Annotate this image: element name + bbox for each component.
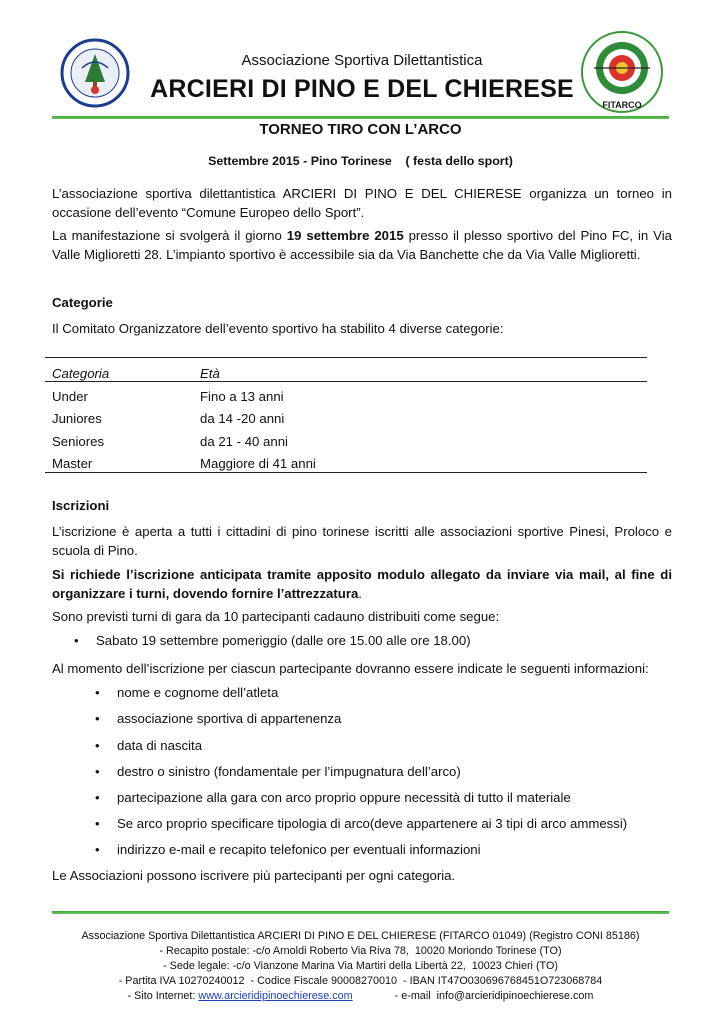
table-cell-eta: da 14 -20 anni xyxy=(200,411,285,426)
turni-paragraph: Sono previsti turni di gara da 10 partecipanti cadauno distribuiti come segue: xyxy=(52,609,500,624)
header-subtitle: Associazione Sportiva Dilettantistica xyxy=(241,52,483,69)
document-subtitle: Settembre 2015 - Pino Torinese ( festa dello sport) xyxy=(208,154,513,168)
categorie-heading: Categorie xyxy=(52,295,113,310)
table-cell-categoria: Juniores xyxy=(52,411,102,426)
iscrizioni-bold-paragraph xyxy=(52,565,672,603)
bullet-icon: • xyxy=(74,633,79,648)
table-header-rule xyxy=(45,381,647,382)
list-item-text: indirizzo e-mail e recapito telefonico per eventuali informazioni xyxy=(117,842,481,857)
bullet-icon: • xyxy=(95,764,100,779)
table-cell-categoria: Master xyxy=(52,456,93,471)
list-item-text: Sabato 19 settembre pomeriggio (dalle ore 15.00 alle ore 18.00) xyxy=(96,633,471,648)
iscrizioni-bold-end: . xyxy=(358,586,362,601)
iscrizioni-paragraph: L’iscrizione è aperta a tutti i cittadini di pino torinese iscritti alle associazioni sportive Pinesi, Proloco e scuola di Pino. xyxy=(52,524,672,558)
list-item-text: destro o sinistro (fondamentale per l’impugnatura dell’arco) xyxy=(117,764,461,779)
list-item-text: partecipazione alla gara con arco proprio oppure necessità di tutto il materiale xyxy=(117,790,571,805)
bullet-icon: • xyxy=(95,842,100,857)
header-title: ARCIERI DI PINO E DEL CHIERESE xyxy=(150,75,574,103)
intro-paragraph: L’associazione sportiva dilettantistica ARCIERI DI PINO E DEL CHIERESE organizza un torneo in occasione dell’evento “Comune Europeo dello Sport”. xyxy=(52,186,672,220)
iscrizioni-bold-text: Si richiede l’iscrizione anticipata tramite apposito modulo allegato da inviare via mail, al fine di organizzare i turni, dovendo fornire l’attrezzatura xyxy=(52,567,672,601)
list-item-text: Se arco proprio specificare tipologia di arco(deve appartenere ai 3 tipi di arco ammessi) xyxy=(117,816,628,831)
table-cell-categoria: Under xyxy=(52,389,88,404)
footer-divider xyxy=(52,911,669,914)
bullet-icon: • xyxy=(95,816,100,831)
footer-email: - e-mail info@arcieridipinoechierese.com xyxy=(352,990,594,1002)
document-title: TORNEO TIRO CON L’ARCO xyxy=(259,121,462,138)
bullet-icon: • xyxy=(95,685,100,700)
fitarco-logo xyxy=(578,28,666,116)
categorie-paragraph: Il Comitato Organizzatore dell’evento sportivo ha stabilito 4 diverse categorie: xyxy=(52,321,504,336)
bullet-icon: • xyxy=(95,738,100,753)
manifestazione-text-2: presso il plesso sportivo del Pino FC, in Via Valle Miglioretti 28. L’impianto sportivo è accessibile sia da Via Banchette che da Via Valle Miglioretti. xyxy=(52,228,672,262)
svg-text:FITARCO: FITARCO xyxy=(602,100,642,110)
table-header-eta: Età xyxy=(200,366,220,381)
table-row xyxy=(52,389,642,408)
table-row xyxy=(52,434,642,453)
table-row xyxy=(52,411,642,430)
arcieri-logo xyxy=(60,38,130,108)
table-header-row xyxy=(52,366,642,385)
footer-line-3: - Sede legale: -c/o Vianzone Marina Via Martiri della Libertà 22, 10023 Chieri (TO) xyxy=(163,960,558,972)
iscrizioni-heading: Iscrizioni xyxy=(52,498,110,513)
website-link[interactable]: www.arcieridipinoechierese.com xyxy=(198,990,353,1002)
footer-line-4: - Partita IVA 10270240012 - Codice Fiscale 90008270010 - IBAN IT47O030696768451O723068784 xyxy=(118,975,603,987)
footer-site-label: - Sito Internet: xyxy=(127,990,199,1002)
table-cell-eta: Maggiore di 41 anni xyxy=(200,456,316,471)
manifestazione-paragraph xyxy=(52,226,672,264)
list-item-text: associazione sportiva di appartenenza xyxy=(117,711,342,726)
table-header-categoria: Categoria xyxy=(52,366,110,381)
closing-paragraph: Le Associazioni possono iscrivere più partecipanti per ogni categoria. xyxy=(52,868,456,883)
footer-line-2: - Recapito postale: -c/o Arnoldi Roberto Via Riva 78, 10020 Moriondo Torinese (TO) xyxy=(159,945,562,957)
bullet-icon: • xyxy=(95,790,100,805)
list-item-text: nome e cognome dell’atleta xyxy=(117,685,279,700)
table-bottom-rule xyxy=(45,472,647,473)
table-cell-categoria: Seniores xyxy=(52,434,105,449)
table-cell-eta: da 21 - 40 anni xyxy=(200,434,288,449)
footer-line-1: Associazione Sportiva Dilettantistica ARCIERI DI PINO E DEL CHIERESE (FITARCO 01049) (Registro CONI 85186) xyxy=(81,930,640,942)
footer-line-5 xyxy=(52,989,669,1003)
list-item-text: data di nascita xyxy=(117,738,203,753)
header-divider xyxy=(52,116,669,119)
manifestazione-text-1: La manifestazione si svolgerà il giorno xyxy=(52,228,287,243)
bullet-icon: • xyxy=(95,711,100,726)
table-cell-eta: Fino a 13 anni xyxy=(200,389,284,404)
table-top-rule xyxy=(45,357,647,358)
info-paragraph: Al momento dell’iscrizione per ciascun partecipante dovranno essere indicate le seguenti informazioni: xyxy=(52,661,649,676)
manifestazione-date: 19 settembre 2015 xyxy=(286,228,404,243)
